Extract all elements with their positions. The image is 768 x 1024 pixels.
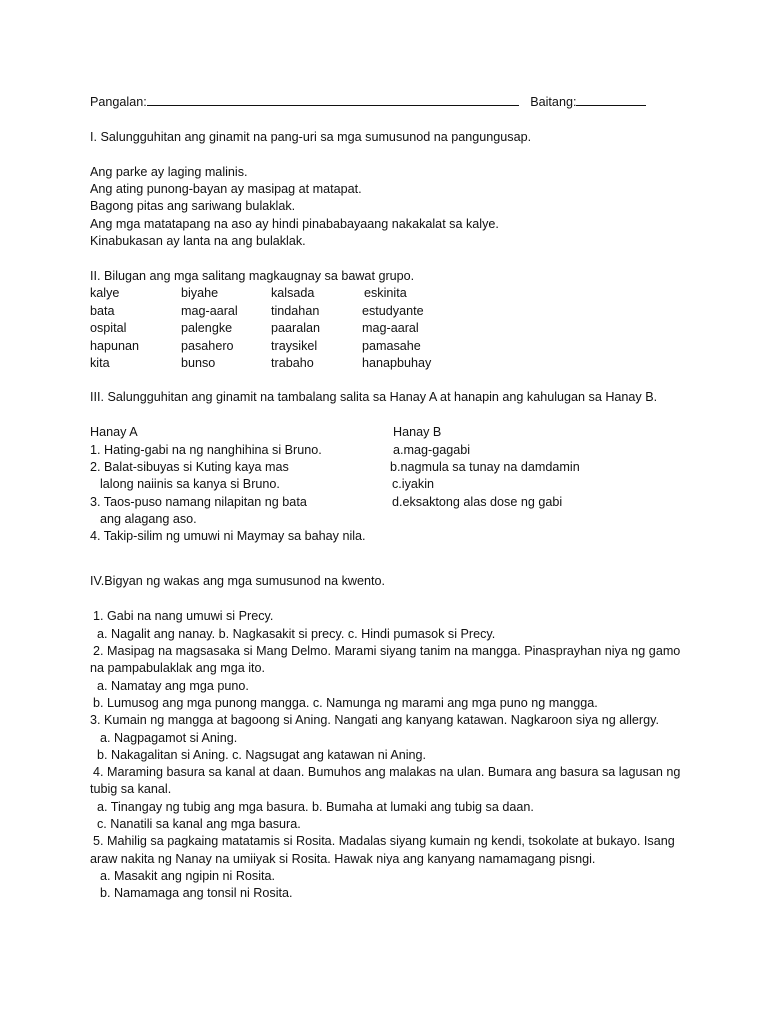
section1-sentence: Bagong pitas ang sariwang bulaklak.	[90, 199, 296, 213]
word-cell: mag-aaral	[362, 321, 419, 335]
story-choice: b. Nakagalitan si Aning. c. Nagsugat ang katawan ni Aning.	[97, 748, 427, 762]
section1-sentence: Kinabukasan ay lanta na ang bulaklak.	[90, 234, 306, 248]
section1-sentence: Ang parke ay laging malinis.	[90, 165, 248, 179]
hanay-a-item: 4. Takip-silim ng umuwi ni Maymay sa bahay nila.	[90, 529, 366, 543]
section1-sentence: Ang ating punong-bayan ay masipag at matapat.	[90, 182, 362, 196]
hanay-a-item: lalong naiinis sa kanya si Bruno.	[100, 477, 280, 491]
story-line: 5. Mahilig sa pagkaing matatamis si Rosita. Madalas siyang kumain ng kendi, tsokolate at bukayo. Isang	[93, 834, 675, 848]
story-choice: a. Nagalit ang nanay. b. Nagkasakit si precy. c. Hindi pumasok si Precy.	[97, 627, 496, 641]
word-cell: kalsada	[271, 286, 315, 300]
story-choice: b. Namamaga ang tonsil ni Rosita.	[100, 886, 293, 900]
word-cell: bunso	[181, 356, 216, 370]
word-cell: kalye	[90, 286, 120, 300]
hanay-a-item: 2. Balat-sibuyas si Kuting kaya mas	[90, 460, 289, 474]
grade-blank	[576, 94, 646, 106]
story-choice: b. Lumusog ang mga punong mangga. c. Namunga ng marami ang mga puno ng mangga.	[93, 696, 598, 710]
section1-sentence: Ang mga matatapang na aso ay hindi pinababayaang nakakalat sa kalye.	[90, 217, 499, 231]
word-cell: biyahe	[181, 286, 219, 300]
section3-title: III. Salungguhitan ang ginamit na tambalang salita sa Hanay A at hanapin ang kahulugan sa Hanay B.	[90, 390, 658, 404]
header-row	[90, 94, 646, 111]
story-choice: c. Nanatili sa kanal ang mga basura.	[97, 817, 301, 831]
name-blank	[147, 94, 519, 106]
word-cell: pamasahe	[362, 339, 421, 353]
word-cell: estudyante	[362, 304, 424, 318]
story-line: na pampabulaklak ang mga ito.	[90, 661, 266, 675]
word-cell: palengke	[181, 321, 233, 335]
story-choice: a. Namatay ang mga puno.	[97, 679, 249, 693]
word-cell: eskinita	[364, 286, 407, 300]
word-cell: bata	[90, 304, 115, 318]
section2-title: II. Bilugan ang mga salitang magkaugnay sa bawat grupo.	[90, 269, 415, 283]
word-cell: pasahero	[181, 339, 234, 353]
story-choice: a. Nagpagamot si Aning.	[100, 731, 238, 745]
word-cell: hapunan	[90, 339, 140, 353]
hanay-a-item: ang alagang aso.	[100, 512, 197, 526]
word-cell: paaralan	[271, 321, 321, 335]
section1-title: I. Salungguhitan ang ginamit na pang-uri sa mga sumusunod na pangungusap.	[90, 130, 532, 144]
story-line: 3. Kumain ng mangga at bagoong si Aning. Nangati ang kanyang katawan. Nagkaroon siya ng allergy.	[90, 713, 659, 727]
hanay-a-item: 1. Hating-gabi na ng nanghihina si Bruno.	[90, 443, 322, 457]
story-line: 1. Gabi na nang umuwi si Precy.	[93, 609, 274, 623]
hanay-b-item: b.nagmula sa tunay na damdamin	[390, 460, 580, 474]
section4-title: IV.Bigyan ng wakas ang mga sumusunod na kwento.	[90, 574, 385, 588]
word-cell: kita	[90, 356, 110, 370]
hanay-b-item: a.mag-gagabi	[393, 443, 471, 457]
story-line: 4. Maraming basura sa kanal at daan. Bumuhos ang malakas na ulan. Bumara ang basura sa lagusan ng	[93, 765, 681, 779]
hanay-b-item: c.iyakin	[392, 477, 434, 491]
story-choice: a. Tinangay ng tubig ang mga basura. b. Bumaha at lumaki ang tubig sa daan.	[97, 800, 534, 814]
hanay-b-label: Hanay B	[393, 425, 442, 439]
name-label: Pangalan:	[90, 95, 147, 109]
word-cell: trabaho	[271, 356, 314, 370]
word-cell: hanapbuhay	[362, 356, 432, 370]
hanay-a-label: Hanay A	[90, 425, 138, 439]
hanay-b-item: d.eksaktong alas dose ng gabi	[392, 495, 563, 509]
story-line: araw nakita ng Nanay na umiiyak si Rosita. Hawak niya ang kanyang namamagang pisngi.	[90, 852, 596, 866]
grade-label: Baitang:	[530, 95, 577, 109]
story-choice: a. Masakit ang ngipin ni Rosita.	[100, 869, 276, 883]
word-cell: ospital	[90, 321, 127, 335]
word-cell: traysikel	[271, 339, 318, 353]
story-line: 2. Masipag na magsasaka si Mang Delmo. Marami siyang tanim na mangga. Pinasprayhan niya ng gamo	[93, 644, 681, 658]
hanay-a-item: 3. Taos-puso namang nilapitan ng bata	[90, 495, 307, 509]
word-cell: mag-aaral	[181, 304, 238, 318]
word-cell: tindahan	[271, 304, 320, 318]
story-line: tubig sa kanal.	[90, 782, 172, 796]
